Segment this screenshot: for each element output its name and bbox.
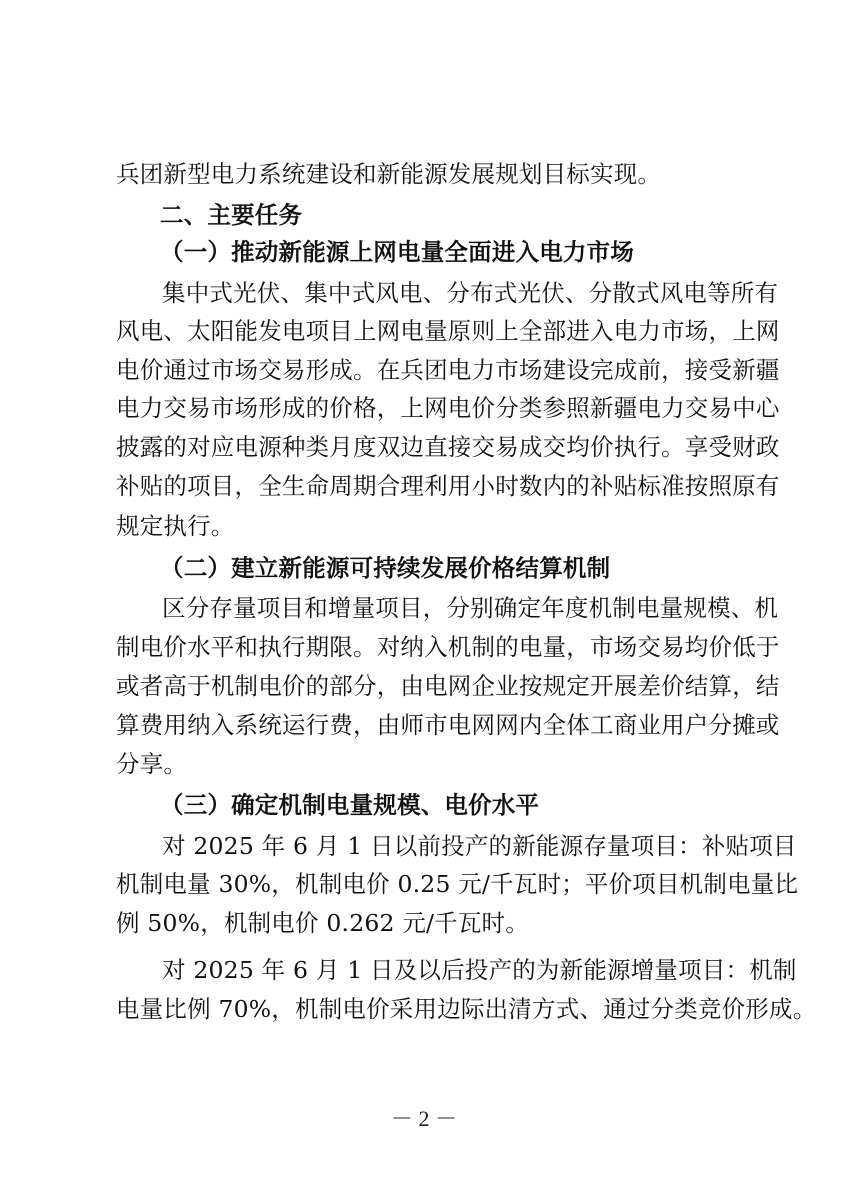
subsection-heading: （二）建立新能源可持续发展价格结算机制: [160, 554, 611, 582]
body-line: 风电、太阳能发电项目上网电量原则上全部进入电力市场，上网: [116, 317, 780, 345]
body-line: 区分存量项目和增量项目，分别确定年度机制电量规模、机: [162, 594, 779, 622]
body-line: 电力交易市场形成的价格，上网电价分类参照新疆电力交易中心: [116, 394, 780, 422]
subsection-heading: （三）确定机制电量规模、电价水平: [160, 791, 540, 819]
body-line: 或者高于机制电价的部分，由电网企业按规定开展差价结算，结: [116, 672, 780, 700]
body-line: 分享。: [116, 750, 188, 778]
section-heading: 二、主要任务: [160, 201, 303, 229]
body-line: 对 2025 年 6 月 1 日及以后投产的为新能源增量项目：机制: [162, 956, 797, 984]
body-line: 兵团新型电力系统建设和新能源发展规划目标实现。: [116, 160, 662, 188]
body-line: 例 50%，机制电价 0.262 元/千瓦时。: [116, 909, 529, 937]
body-line: 机制电量 30%，机制电价 0.25 元/千瓦时；平价项目机制电量比: [116, 870, 799, 898]
subsection-heading: （一）推动新能源上网电量全面进入电力市场: [160, 238, 634, 266]
body-line: 制电价水平和执行期限。对纳入机制的电量，市场交易均价低于: [116, 633, 780, 661]
page-number: － 2 －: [390, 1106, 457, 1131]
body-line: 披露的对应电源种类月度双边直接交易成交均价执行。享受财政: [116, 433, 780, 461]
body-line: 算费用纳入系统运行费，由师市电网网内全体工商业用户分摊或: [116, 711, 780, 739]
body-line: 电价通过市场交易形成。在兵团电力市场建设完成前，接受新疆: [116, 356, 780, 384]
body-line: 规定执行。: [116, 512, 235, 540]
body-line: 集中式光伏、集中式风电、分布式光伏、分散式风电等所有: [162, 279, 779, 307]
body-line: 电量比例 70%，机制电价采用边际出清方式、通过分类竞价形成。: [116, 995, 817, 1023]
body-line: 对 2025 年 6 月 1 日以前投产的新能源存量项目：补贴项目: [162, 832, 797, 860]
body-line: 补贴的项目，全生命周期合理利用小时数内的补贴标准按照原有: [116, 472, 780, 500]
